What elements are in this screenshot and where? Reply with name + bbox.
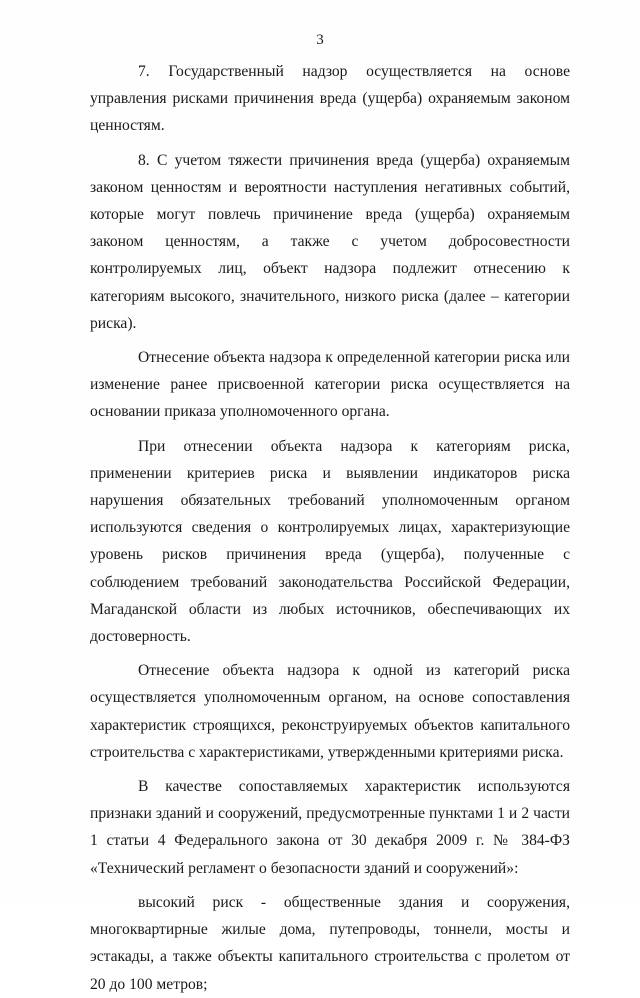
paragraph-7: 7. Государственный надзор осуществляется на основе управления рисками причинения вреда (ущерба) охраняемым законом ценностям. <box>90 63 570 135</box>
paragraph-high-risk: высокий риск - общественные здания и сооружения, многоквартирные жилые дома, путепроводы, тоннели, мосты и эстакады, а также объекты капитального строительства с пролетом от 20 до 100 метров; <box>90 893 570 993</box>
paragraph-characteristics: В качестве сопоставляемых характеристик используются признаки зданий и сооружений, предусмотренные пунктами 1 и 2 части 1 статьи 4 Федерального закона от 30 декабря 2009 г. № 384-ФЗ «Технический регламент о безопасности зданий и сооружений»: <box>90 778 570 877</box>
page-number: 3 <box>316 32 324 48</box>
paragraph-risk-criteria: При отнесении объекта надзора к категориям риска, применении критериев риска и выявлении индикаторов риска нарушения обязательных требований уполномоченным органом используются сведения о контролируемых лицах, характеризующие уровень рисков причинения вреда (ущерба), полученные с соблюдением требований законодательства Российской Федерации, Магаданской области из любых источников, обеспечивающих их достоверность. <box>90 437 570 646</box>
paragraph-risk-assignment: Отнесение объекта надзора к определенной категории риска или изменение ранее присвоенной категории риска осуществляется на основании приказа уполномоченного органа. <box>90 349 570 421</box>
document-body <box>90 58 570 998</box>
paragraph-risk-comparison: Отнесение объекта надзора к одной из категорий риска осуществляется уполномоченным органом, на основе сопоставления характеристик строящихся, реконструируемых объектов капитального строительства с характеристиками, утвержденными критериями риска. <box>90 662 570 761</box>
paragraph-8: 8. С учетом тяжести причинения вреда (ущерба) охраняемым законом ценностям и вероятности наступления негативных событий, которые могут повлечь причинение вреда (ущерба) охраняемым законом ценностям, а также с учетом добросовестности контролируемых лиц, объект надзора подлежит отнесению к категориям высокого, значительного, низкого риска (далее – категории риска). <box>90 151 570 332</box>
